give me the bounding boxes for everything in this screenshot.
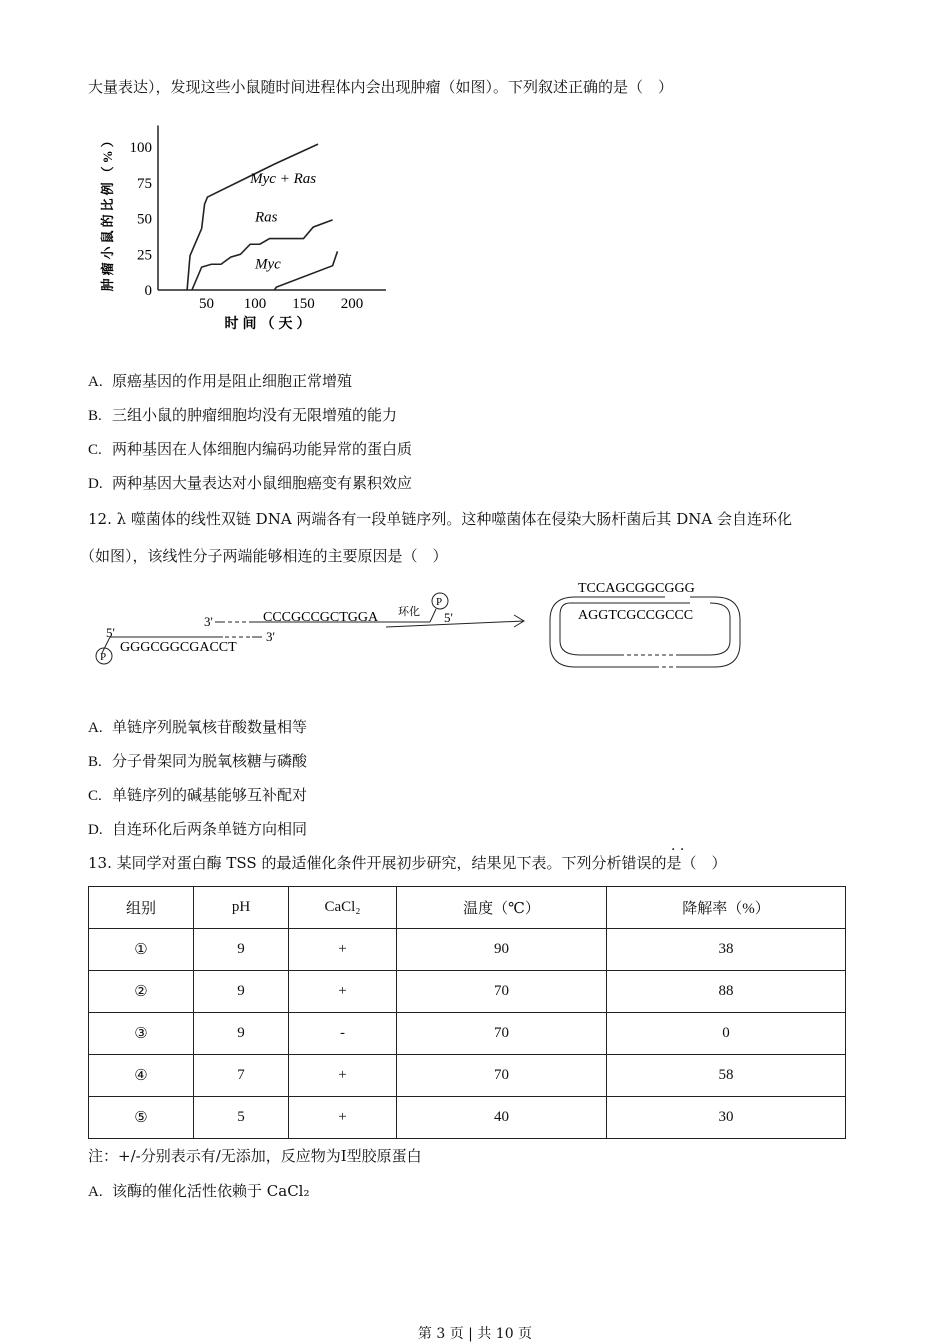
q11-option-a[interactable] (88, 370, 352, 391)
series-label: Ras (255, 209, 278, 226)
y-tick-label: 25 (137, 247, 152, 264)
q11-option-b[interactable] (88, 404, 397, 425)
cell: 9 (194, 971, 289, 1013)
three-prime-label: 3' (204, 614, 213, 629)
dna-cyclization-diagram (90, 575, 750, 675)
cell: 9 (194, 1013, 289, 1055)
q12-option-b[interactable] (88, 750, 307, 771)
cell: ② (89, 971, 194, 1013)
option-key: B. (88, 754, 102, 770)
option-text: 两种基因大量表达对小鼠细胞癌变有累积效应 (112, 474, 413, 492)
option-text: 单链序列的碱基能够互补配对 (112, 786, 308, 804)
tumor-chart (0, 0, 950, 345)
cell: 38 (607, 929, 846, 971)
emphasis-dots: · · (671, 842, 685, 858)
table-header-row (89, 887, 846, 929)
option-text: 分子骨架同为脱氧核糖与磷酸 (112, 752, 308, 770)
q12-stem-line1: 12. λ 噬菌体的线性双链 DNA 两端各有一段单链序列。这种噬菌体在侵染大肠杆菌后其 DNA 会自连环化 (88, 510, 792, 528)
arrow-label: 环化 (398, 606, 420, 618)
q12-option-a[interactable] (88, 716, 307, 737)
option-key: A. (88, 1184, 103, 1200)
q12-option-d[interactable] (88, 818, 307, 839)
page-footer: 第 3 页 | 共 10 页 (417, 1326, 533, 1342)
cell: 40 (397, 1097, 607, 1139)
cell: 70 (397, 1013, 607, 1055)
cell: ① (89, 929, 194, 971)
table-row (89, 1055, 846, 1097)
table-row (89, 929, 846, 971)
series-line-myc (274, 251, 337, 290)
header-cell: CaCl₂ (289, 887, 397, 929)
enzyme-table (88, 886, 846, 1139)
cell: ③ (89, 1013, 194, 1055)
header-cell: 降解率（%） (607, 887, 846, 929)
x-tick-label: 200 (340, 296, 364, 312)
option-text: 自连环化后两条单链方向相同 (112, 820, 308, 838)
series-label: Myc (255, 256, 281, 273)
y-tick-label: 75 (137, 175, 152, 192)
series-line-myc-ras (187, 144, 318, 290)
cell: 7 (194, 1055, 289, 1097)
x-tick-label: 50 (199, 296, 214, 312)
cell: 5 (194, 1097, 289, 1139)
option-key: C. (88, 788, 102, 804)
option-text: 单链序列脱氧核苷酸数量相等 (112, 718, 308, 736)
cell: + (289, 929, 397, 971)
option-key: A. (88, 374, 103, 390)
y-axis-label: 肿瘤小鼠的比例（%） (100, 131, 115, 292)
x-tick-label: 100 (243, 296, 267, 312)
option-key: A. (88, 720, 103, 736)
cell: 9 (194, 929, 289, 971)
cell: 30 (607, 1097, 846, 1139)
ring-inner-seq: AGGTCGCCGCCC (578, 608, 694, 623)
x-tick-label: 150 (292, 296, 315, 312)
cell: 70 (397, 971, 607, 1013)
header-cell: 组别 (89, 887, 194, 929)
top-strand-seq: CCCGCCGCTGGA (263, 610, 379, 625)
cell: ⑤ (89, 1097, 194, 1139)
header-cell: pH (194, 887, 289, 929)
q11-stem: 大量表达），发现这些小鼠随时间进程体内会出现肿瘤（如图）。下列叙述正确的是（ ） (88, 78, 674, 96)
three-prime-label: 3' (266, 629, 275, 644)
ring-top-seq: TCCAGCGGCGGG (578, 581, 695, 596)
bottom-strand-seq: GGGCGGCGACCT (120, 640, 237, 655)
q12-option-c[interactable] (88, 784, 307, 805)
header-cell: 温度（℃） (397, 887, 607, 929)
option-text: 两种基因在人体细胞内编码功能异常的蛋白质 (112, 440, 413, 458)
cell: + (289, 1055, 397, 1097)
option-key: B. (88, 408, 102, 424)
phosphate-label: P (100, 651, 107, 663)
q13-stem: 13. 某同学对蛋白酶 TSS 的最适催化条件开展初步研究，结果见下表。下列分析错误的是（ ） (88, 854, 727, 872)
x-axis-label: 时间（天） (224, 317, 315, 332)
option-text: 原癌基因的作用是阻止细胞正常增殖 (112, 372, 353, 390)
option-text: 该酶的催化活性依赖于 CaCl₂ (112, 1182, 310, 1200)
option-text: 三组小鼠的肿瘤细胞均没有无限增殖的能力 (112, 406, 398, 424)
cell: - (289, 1013, 397, 1055)
table-note: 注：+/-分别表示有/无添加，反应物为Ⅰ型胶原蛋白 (88, 1147, 422, 1165)
option-key: D. (88, 822, 103, 838)
cell: + (289, 1097, 397, 1139)
q11-option-d[interactable] (88, 472, 412, 493)
q11-option-c[interactable] (88, 438, 412, 459)
five-prime-label: 5' (444, 610, 453, 625)
table-row (89, 1013, 846, 1055)
cell: 0 (607, 1013, 846, 1055)
cell: 70 (397, 1055, 607, 1097)
phosphate-label: P (436, 596, 443, 608)
table-row (89, 971, 846, 1013)
series-label: Myc + Ras (250, 170, 317, 187)
y-tick-label: 50 (137, 211, 152, 228)
cell: 90 (397, 929, 607, 971)
table-row (89, 1097, 846, 1139)
cell: ④ (89, 1055, 194, 1097)
series-line-ras (192, 220, 333, 290)
q13-option-a[interactable] (88, 1180, 309, 1201)
cell: 88 (607, 971, 846, 1013)
five-prime-label: 5' (106, 625, 115, 640)
y-tick-label: 0 (144, 283, 152, 299)
y-tick-label: 100 (129, 140, 152, 156)
option-key: D. (88, 476, 103, 492)
option-key: C. (88, 442, 102, 458)
cell: + (289, 971, 397, 1013)
cell: 58 (607, 1055, 846, 1097)
q12-stem-line2: （如图），该线性分子两端能够相连的主要原因是（ ） (80, 547, 448, 565)
